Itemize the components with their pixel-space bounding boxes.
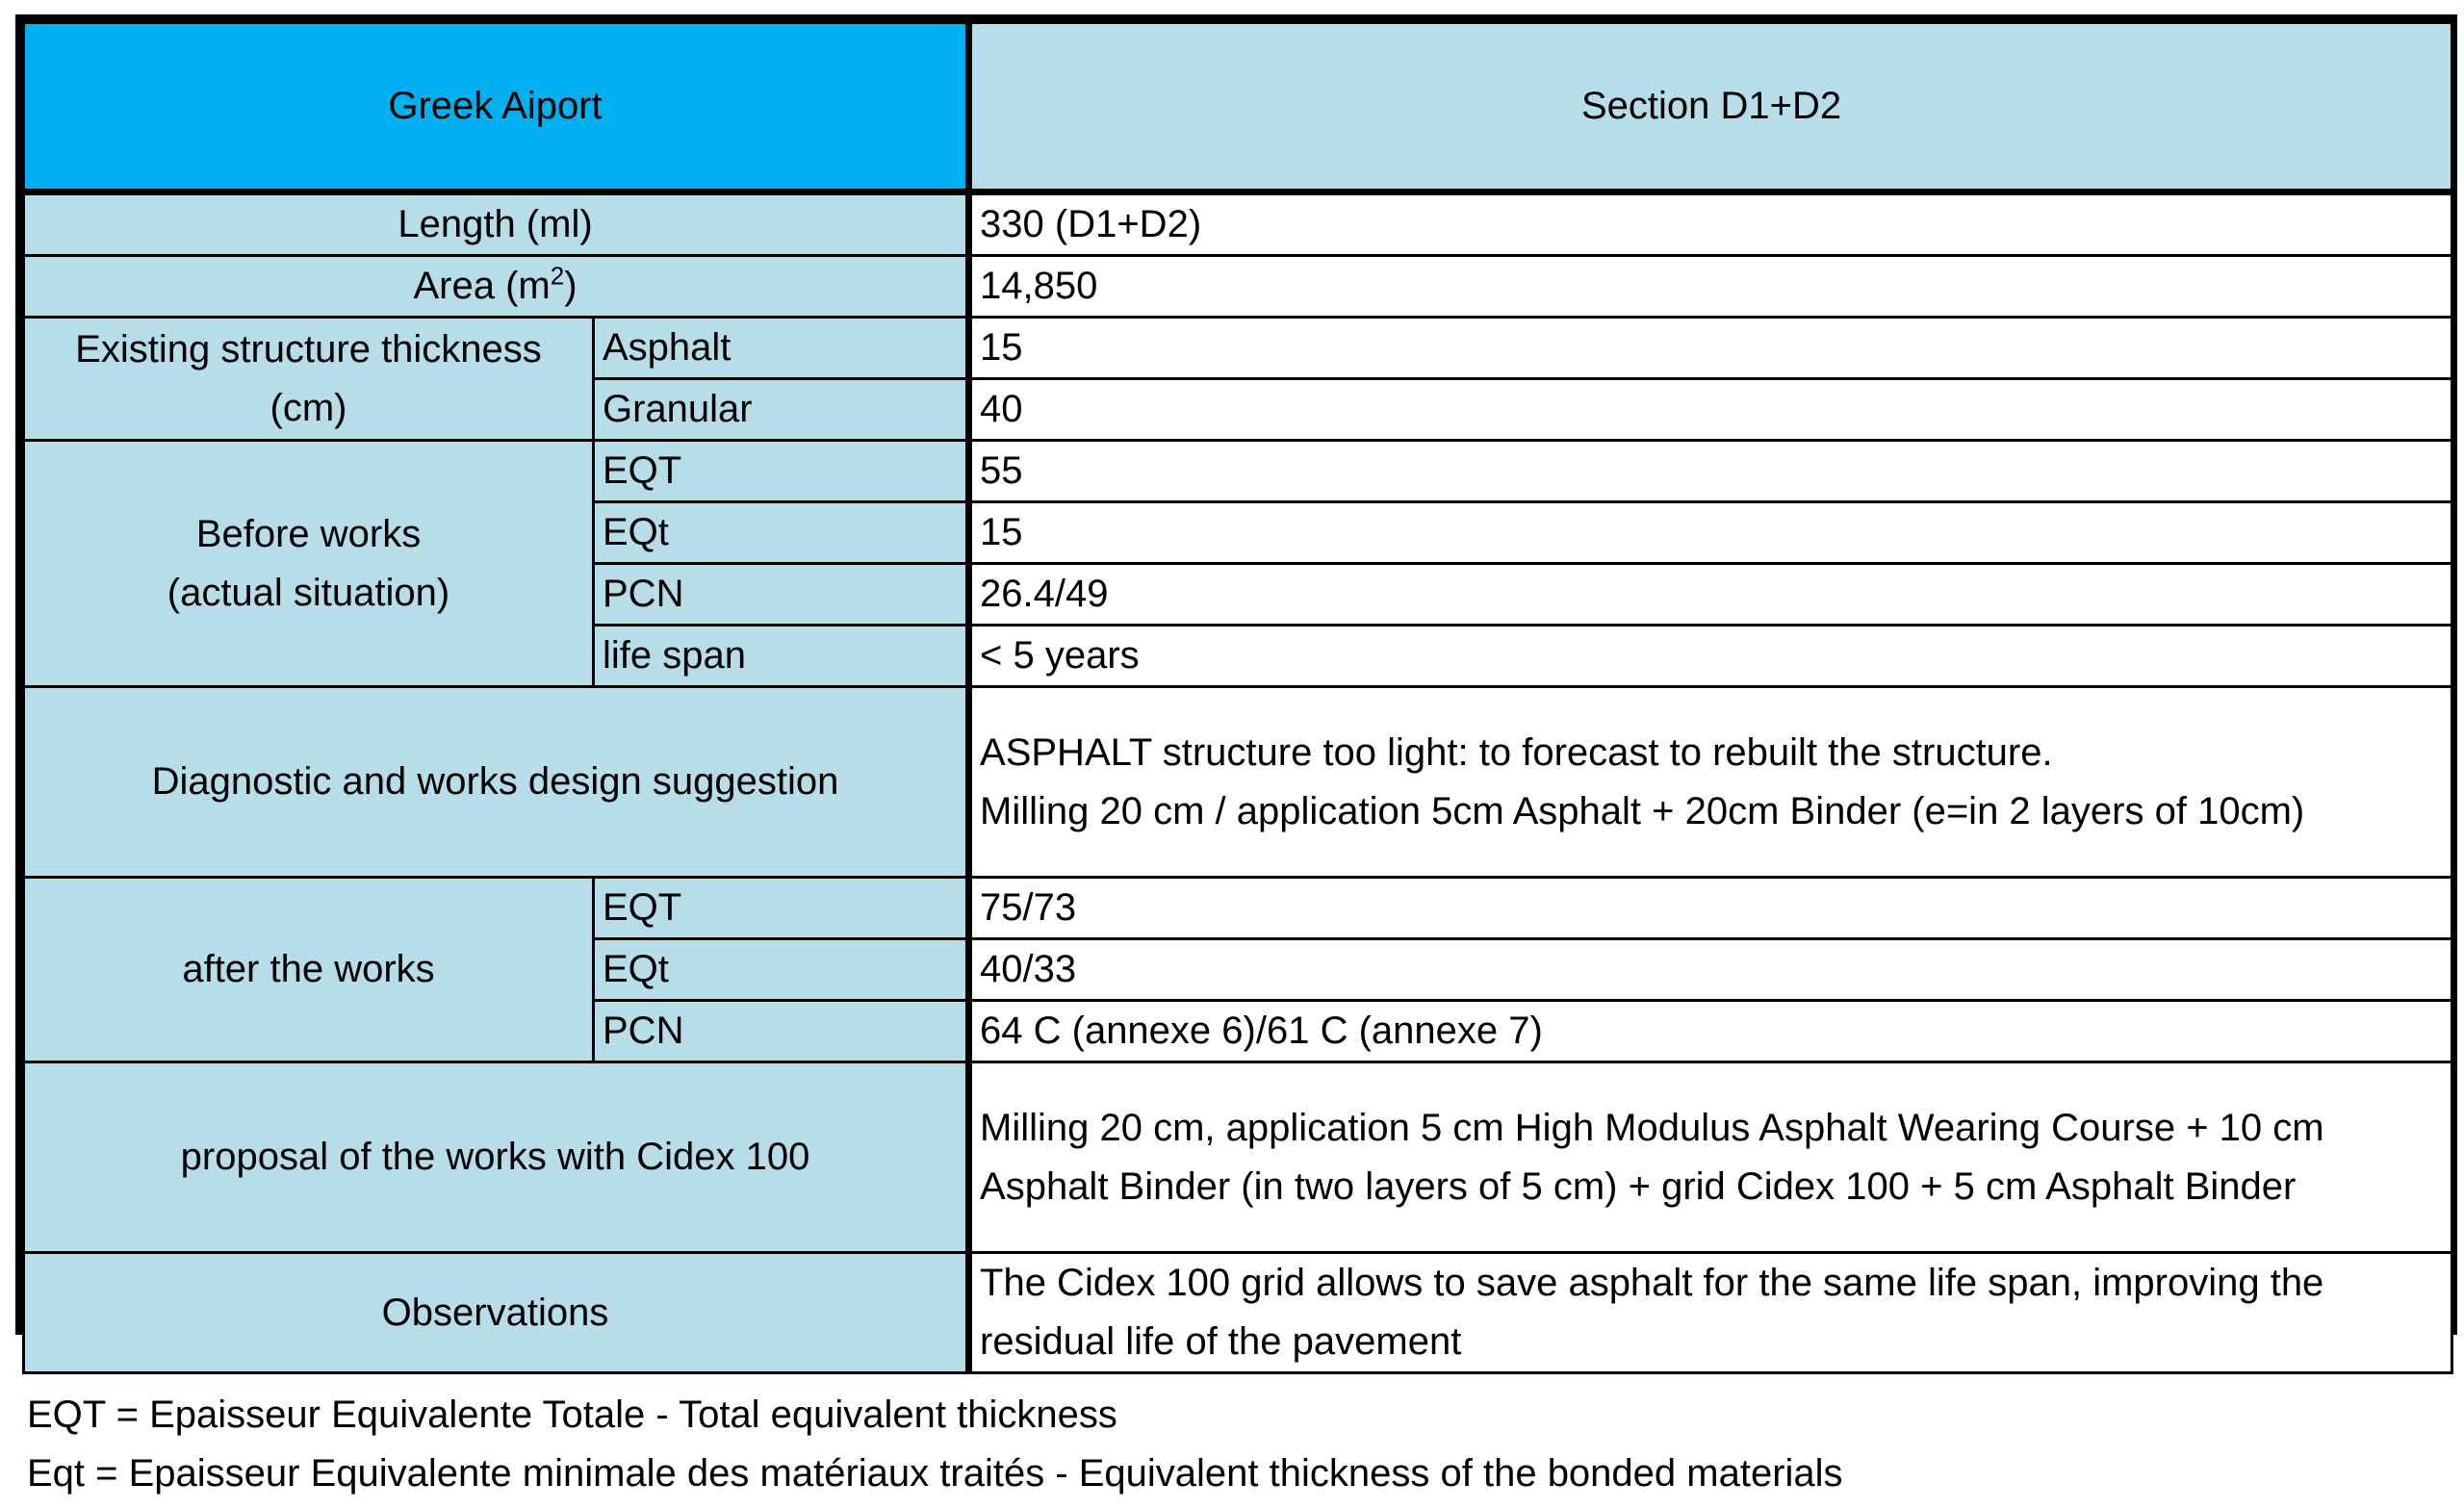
length-value: 330 (D1+D2) [969, 192, 2452, 256]
area-label-suffix: ) [564, 265, 578, 307]
footnote-eqt-total: EQT = Epaisseur Equivalente Totale - Total equivalent thickness [27, 1394, 1117, 1436]
sub-label-asphalt: Asphalt [594, 318, 969, 379]
area-label [24, 256, 969, 318]
before-eqt-bonded-value: 15 [969, 502, 2452, 564]
sub-label-eqt-bonded: EQt [594, 502, 969, 564]
granular-value: 40 [969, 379, 2452, 441]
diagnostic-line2: Milling 20 cm / application 5cm Asphalt + 20cm Binder (e=in 2 layers of 10cm) [980, 789, 2305, 832]
area-label-superscript: 2 [550, 261, 565, 291]
table-row [24, 1062, 2452, 1253]
sub-label-pcn: PCN [594, 564, 969, 626]
observations-line1: The Cidex 100 grid allows to save asphalt for the same life span, improving the [980, 1262, 2324, 1304]
sub-label-pcn-after: PCN [594, 1001, 969, 1062]
diagnostic-line1: ASPHALT structure too light: to forecast to rebuilt the structure. [980, 730, 2053, 774]
observations-value [969, 1253, 2452, 1373]
area-label-text: Area (m [413, 265, 551, 307]
header-row [24, 23, 2452, 192]
diagnostic-label: Diagnostic and works design suggestion [24, 687, 969, 878]
proposal-value [969, 1062, 2452, 1253]
table-row [24, 192, 2452, 256]
spec-table-frame [15, 14, 2457, 1363]
before-pcn-value: 26.4/49 [969, 564, 2452, 626]
length-label: Length (ml) [24, 192, 969, 256]
area-value: 14,850 [969, 256, 2452, 318]
proposal-label: proposal of the works with Cidex 100 [24, 1062, 969, 1253]
table-row [24, 1253, 2452, 1373]
before-eqt-total-value: 55 [969, 441, 2452, 502]
before-label-line1: Before works [195, 512, 422, 555]
proposal-line1: Milling 20 cm, application 5 cm High Modulus Asphalt Wearing Course + 10 cm [980, 1106, 2324, 1149]
after-eqt-total-value: 75/73 [969, 878, 2452, 939]
section-title: Section D1+D2 [969, 23, 2452, 192]
before-label-line2: (actual situation) [167, 571, 450, 614]
proposal-line2: Asphalt Binder (in two layers of 5 cm) + grid Cidex 100 + 5 cm Asphalt Binder [980, 1164, 2297, 1208]
table-row [24, 318, 2452, 379]
observations-label: Observations [24, 1253, 969, 1373]
table-row [24, 256, 2452, 318]
after-eqt-bonded-value: 40/33 [969, 939, 2452, 1001]
observations-line2: residual life of the pavement [980, 1320, 1462, 1363]
sub-label-granular: Granular [594, 379, 969, 441]
existing-label-line1: Existing structure thickness [75, 327, 542, 371]
table-row [24, 441, 2452, 502]
after-works-label: after the works [24, 878, 594, 1062]
sub-label-eqt-total-after: EQT [594, 878, 969, 939]
after-pcn-value: 64 C (annexe 6)/61 C (annexe 7) [969, 1001, 2452, 1062]
sub-label-eqt-total: EQT [594, 441, 969, 502]
asphalt-value: 15 [969, 318, 2452, 379]
footnotes [27, 1386, 1843, 1503]
sub-label-eqt-bonded-after: EQt [594, 939, 969, 1001]
diagnostic-value [969, 687, 2452, 878]
footnote-eqt-bonded: Eqt = Epaisseur Equivalente minimale des matériaux traités - Equivalent thickness of the bonded materials [27, 1452, 1843, 1495]
table-row [24, 687, 2452, 878]
before-life-span-value: < 5 years [969, 626, 2452, 687]
table-row [24, 878, 2452, 939]
before-works-label [24, 441, 594, 687]
spec-table [22, 21, 2453, 1374]
existing-label-line2: (cm) [270, 386, 347, 429]
existing-structure-label [24, 318, 594, 441]
sub-label-life-span: life span [594, 626, 969, 687]
airport-title: Greek Aiport [24, 23, 969, 192]
